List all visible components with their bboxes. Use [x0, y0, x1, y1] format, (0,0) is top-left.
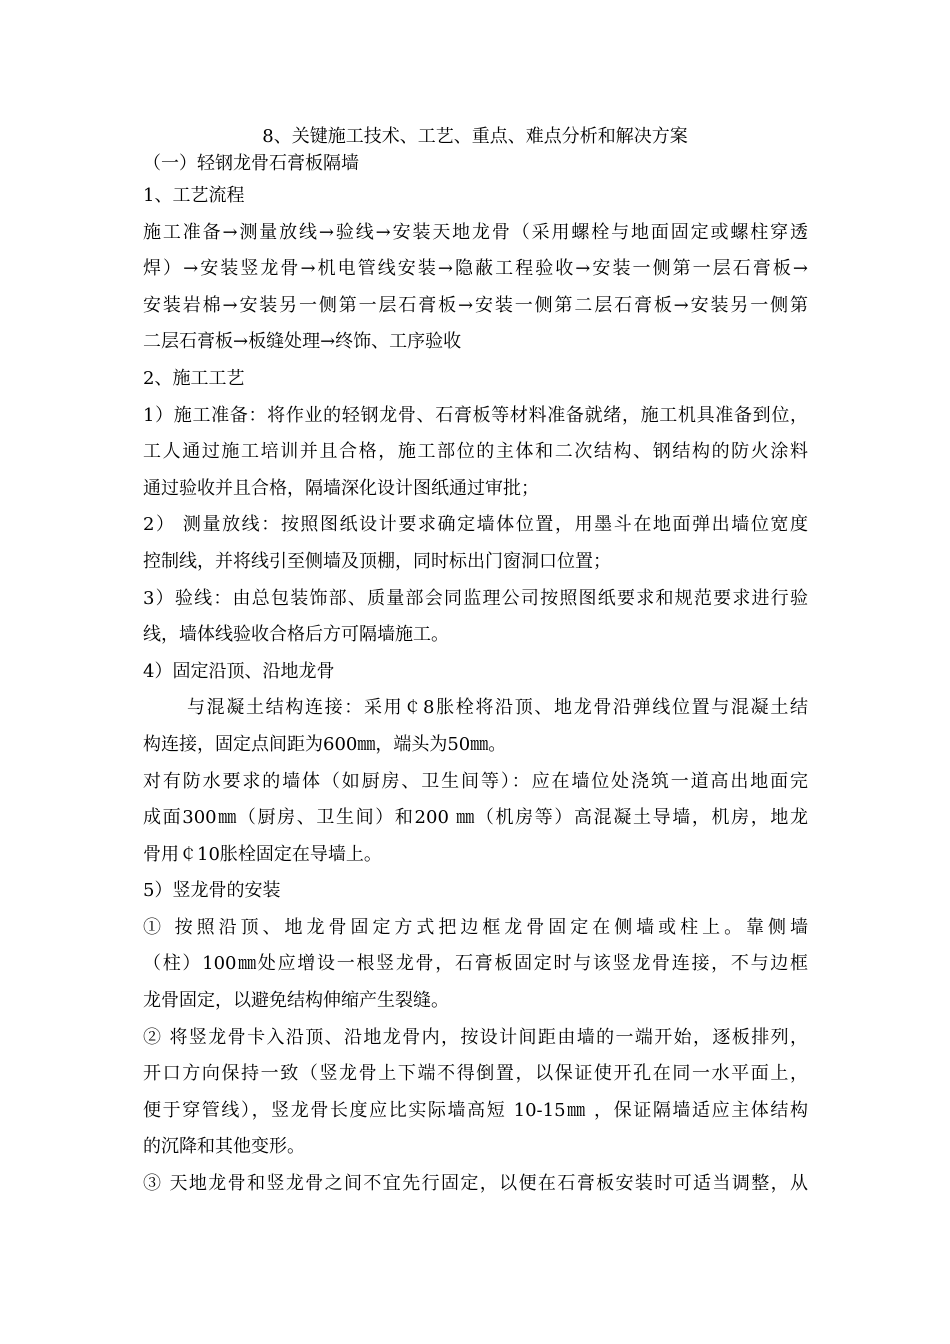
heading-process-flow: 1、工艺流程 — [143, 185, 245, 206]
paragraph-line: 控制线，并将线引至侧墙及顶棚，同时标出门窗洞口位置； — [143, 550, 611, 572]
paragraph-line: 线，墙体线验收合格后方可隔墙施工。 — [143, 624, 449, 646]
paragraph-line: 便于穿管线），竖龙骨长度应比实际墙高短 10-15㎜ ，保证隔墙适应主体结构 — [143, 1099, 808, 1121]
paragraph-line: 龙骨固定，以避免结构伸缩产生裂缝。 — [143, 990, 449, 1012]
paragraph-line: ② 将竖龙骨卡入沿顶、沿地龙骨内，按设计间距由墙的一端开始，逐板排列， — [143, 1026, 808, 1048]
paragraph-line: 2） 测量放线：按照图纸设计要求确定墙体位置，用墨斗在地面弹出墙位宽度 — [143, 514, 808, 536]
paragraph-line: （柱）100㎜处应增设一根竖龙骨，石膏板固定时与该竖龙骨连接，不与边框 — [143, 953, 808, 975]
paragraph-line: ① 按照沿顶、地龙骨固定方式把边框龙骨固定在侧墙或柱上。靠侧墙 — [143, 916, 808, 938]
paragraph-line: 3）验线：由总包装饰部、质量部会同监理公司按照图纸要求和规范要求进行验 — [143, 587, 808, 609]
heading-construction-process: 2、施工工艺 — [143, 367, 245, 389]
paragraph-line: 焊）→安装竖龙骨→机电管线安装→隐蔽工程验收→安装一侧第一层石膏板→ — [143, 258, 808, 280]
paragraph-line: 与混凝土结构连接：采用￠8胀栓将沿顶、地龙骨沿弹线位置与混凝土结 — [187, 697, 808, 719]
paragraph-line: 开口方向保持一致（竖龙骨上下端不得倒置，以保证使开孔在同一水平面上， — [143, 1063, 808, 1085]
paragraph-line: ③ 天地龙骨和竖龙骨之间不宜先行固定，以便在石膏板安装时可适当调整，从 — [143, 1173, 808, 1195]
paragraph-line: 安装岩棉→安装另一侧第一层石膏板→安装一侧第二层石膏板→安装另一侧第 — [143, 294, 808, 316]
paragraph-line: 通过验收并且合格，隔墙深化设计图纸通过审批； — [143, 477, 539, 499]
section-title: 8、关键施工技术、工艺、重点、难点分析和解决方案 — [262, 126, 688, 147]
paragraph-line: 对有防水要求的墙体（如厨房、卫生间等）：应在墙位处浇筑一道高出地面完 — [143, 770, 808, 792]
document-body — [143, 150, 808, 1203]
paragraph-line: 成面300㎜（厨房、卫生间）和200 ㎜（机房等）高混凝土导墙，机房，地龙 — [143, 807, 808, 829]
heading-fix-track: 4）固定沿顶、沿地龙骨 — [143, 660, 335, 682]
paragraph-line: 1）施工准备：将作业的轻钢龙骨、石膏板等材料准备就绪，施工机具准备到位， — [143, 404, 808, 426]
heading-stud-install: 5）竖龙骨的安装 — [143, 880, 281, 902]
paragraph-line: 构连接，固定点间距为600㎜，端头为50㎜。 — [143, 733, 507, 755]
paragraph-line: 工人通过施工培训并且合格，施工部位的主体和二次结构、钢结构的防火涂料 — [143, 441, 808, 463]
subsection-heading: （一）轻钢龙骨石膏板隔墙 — [143, 153, 359, 174]
paragraph-line: 骨用￠10胀栓固定在导墙上。 — [143, 843, 382, 865]
paragraph-line: 的沉降和其他变形。 — [143, 1136, 305, 1158]
paragraph-line: 二层石膏板→板缝处理→终饰、工序验收 — [143, 331, 462, 353]
paragraph-line: 施工准备→测量放线→验线→安装天地龙骨（采用螺栓与地面固定或螺柱穿透 — [143, 221, 808, 243]
